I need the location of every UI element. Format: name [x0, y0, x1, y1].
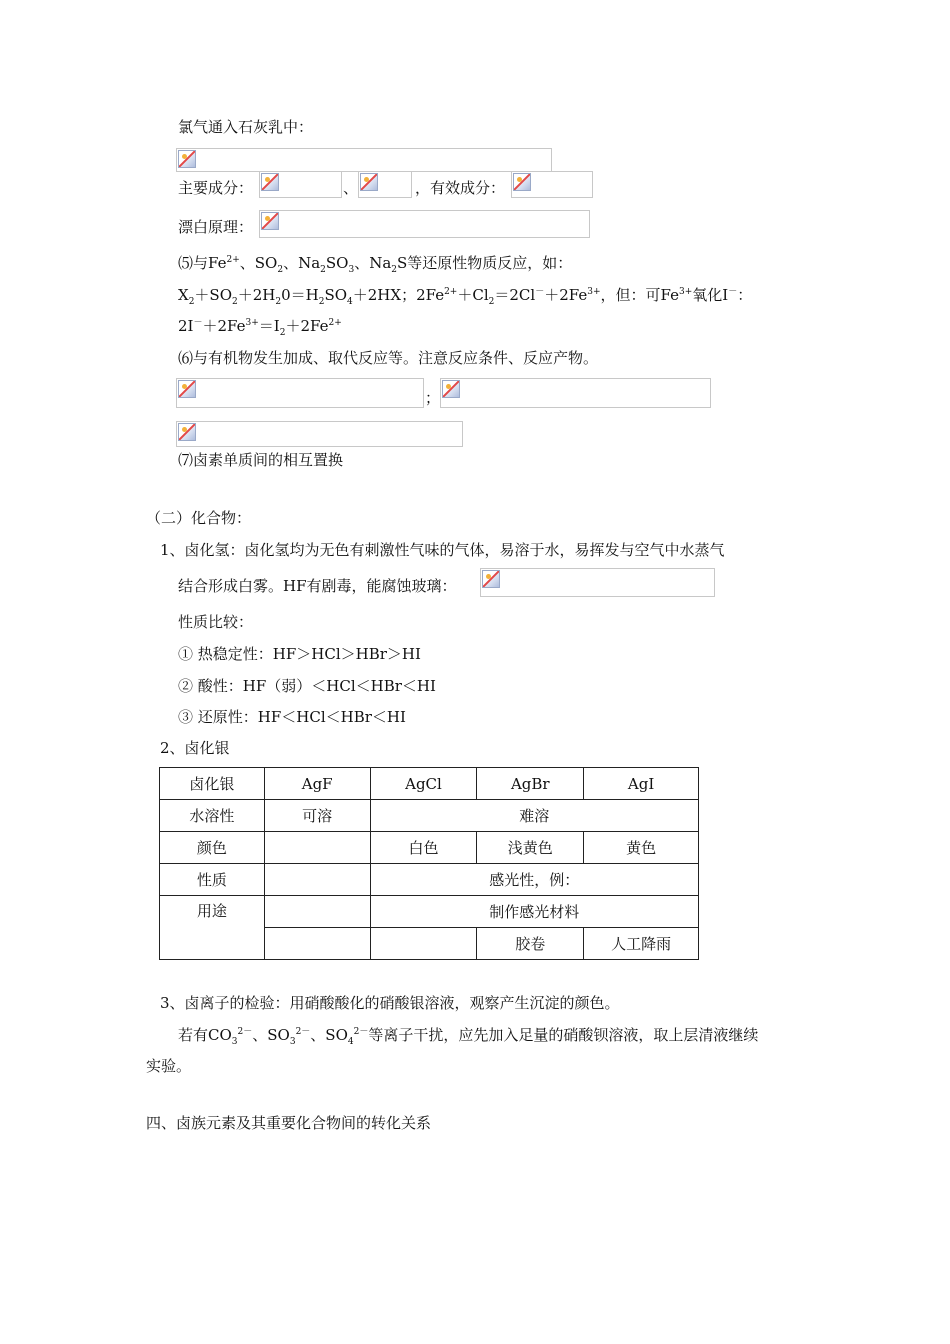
formula-image: [358, 171, 412, 198]
silver-halide-table: [159, 767, 699, 960]
text-line: 主要成分：: [178, 179, 254, 197]
text-line: ② 酸性：HF（弱）＜HCl＜HBr＜HI: [178, 677, 436, 695]
broken-image-icon: [482, 570, 500, 588]
table-row: [160, 864, 699, 896]
section-heading: （二）化合物：: [146, 509, 252, 527]
text-line: 若有$CO_3^{2-}$、$SO_3^{2-}$、$SO_4^{2-}$等离子干扰，应先加入足量的硝酸钡溶液，取上层清液继续: [178, 1026, 759, 1047]
broken-image-icon: [360, 173, 378, 191]
table-cell: AgF: [264, 768, 370, 800]
formula-image: [480, 568, 715, 597]
broken-image-icon: [261, 212, 279, 230]
table-cell: 感光性，例：: [370, 864, 698, 896]
text-line: $X_2+SO_2+2H_20=H_2SO_4+2HX$；$2Fe^{2+}+Cl_2=2Cl^-+2Fe^{3+}$，但：可$Fe^{3+}$氧化I－：: [178, 286, 753, 307]
broken-image-icon: [261, 173, 279, 191]
text-line: ，有效成分：: [415, 179, 506, 197]
formula-image: [176, 148, 552, 172]
text-line: 氯气通入石灰乳中：: [178, 118, 314, 136]
broken-image-icon: [513, 173, 531, 191]
text-line: ；: [425, 389, 441, 407]
table-cell: 颜色: [160, 832, 265, 864]
table-cell: 白色: [370, 832, 477, 864]
table-cell: [370, 928, 477, 960]
table-cell: [264, 896, 370, 928]
text-line: 1、卤化氢：卤化氢均为无色有刺激性气味的气体，易溶于水，易挥发与空气中水蒸气: [160, 541, 725, 559]
table-cell: AgBr: [477, 768, 584, 800]
formula-image: [176, 421, 463, 447]
text-line: ⑺卤素单质间的相互置换: [178, 451, 344, 469]
formula-image: [259, 171, 342, 198]
table-cell: [264, 928, 370, 960]
text-line: ③ 还原性：HF＜HCl＜HBr＜HI: [178, 708, 406, 726]
text-line: ⑹与有机物发生加成、取代反应等。注意反应条件、反应产物。: [178, 349, 599, 367]
text-line: $2I^-+2Fe^{3+}=I_2+2Fe^{2+}$: [178, 317, 342, 338]
table-cell: 水溶性: [160, 800, 265, 832]
table-cell: 黄色: [584, 832, 699, 864]
table-cell: 性质: [160, 864, 265, 896]
broken-image-icon: [178, 423, 196, 441]
text-line: 结合形成白雾。HF有剧毒，能腐蚀玻璃：: [178, 577, 457, 595]
broken-image-icon: [178, 380, 196, 398]
table-cell: 用途: [160, 896, 265, 960]
text-line: ① 热稳定性：HF＞HCl＞HBr＞HI: [178, 645, 421, 663]
table-row: [160, 832, 699, 864]
text-line: 漂白原理：: [178, 218, 254, 236]
text-line: 3、卤离子的检验：用硝酸酸化的硝酸银溶液，观察产生沉淀的颜色。: [160, 994, 620, 1012]
formula-image: [440, 378, 711, 408]
formula-image: [259, 210, 590, 238]
broken-image-icon: [442, 380, 460, 398]
section-heading: 四、卤族元素及其重要化合物间的转化关系: [146, 1114, 432, 1132]
table-cell: 胶卷: [477, 928, 584, 960]
table-cell: AgCl: [370, 768, 477, 800]
text-line: 、: [343, 179, 359, 197]
table-row: [160, 800, 699, 832]
formula-image: [176, 378, 424, 408]
table-cell: 难溶: [370, 800, 698, 832]
broken-image-icon: [178, 150, 196, 168]
table-cell: [264, 864, 370, 896]
text-line: 性质比较：: [178, 613, 254, 631]
table-cell: 浅黄色: [477, 832, 584, 864]
table-row: [160, 768, 699, 800]
table-cell: 可溶: [264, 800, 370, 832]
text-line: 实验。: [146, 1057, 192, 1075]
text-line: ⑸与$Fe^{2+}$、$SO_2$、$Na_2SO_3$、$Na_2S$等还原性物质反应，如：: [178, 254, 573, 275]
table-cell: AgI: [584, 768, 699, 800]
table-cell: 卤化银: [160, 768, 265, 800]
formula-image: [511, 171, 593, 198]
table-cell: [264, 832, 370, 864]
text-line: 2、卤化银: [160, 739, 230, 757]
table-cell: 制作感光材料: [370, 896, 698, 928]
table-row: [160, 896, 699, 928]
table-cell: 人工降雨: [584, 928, 699, 960]
